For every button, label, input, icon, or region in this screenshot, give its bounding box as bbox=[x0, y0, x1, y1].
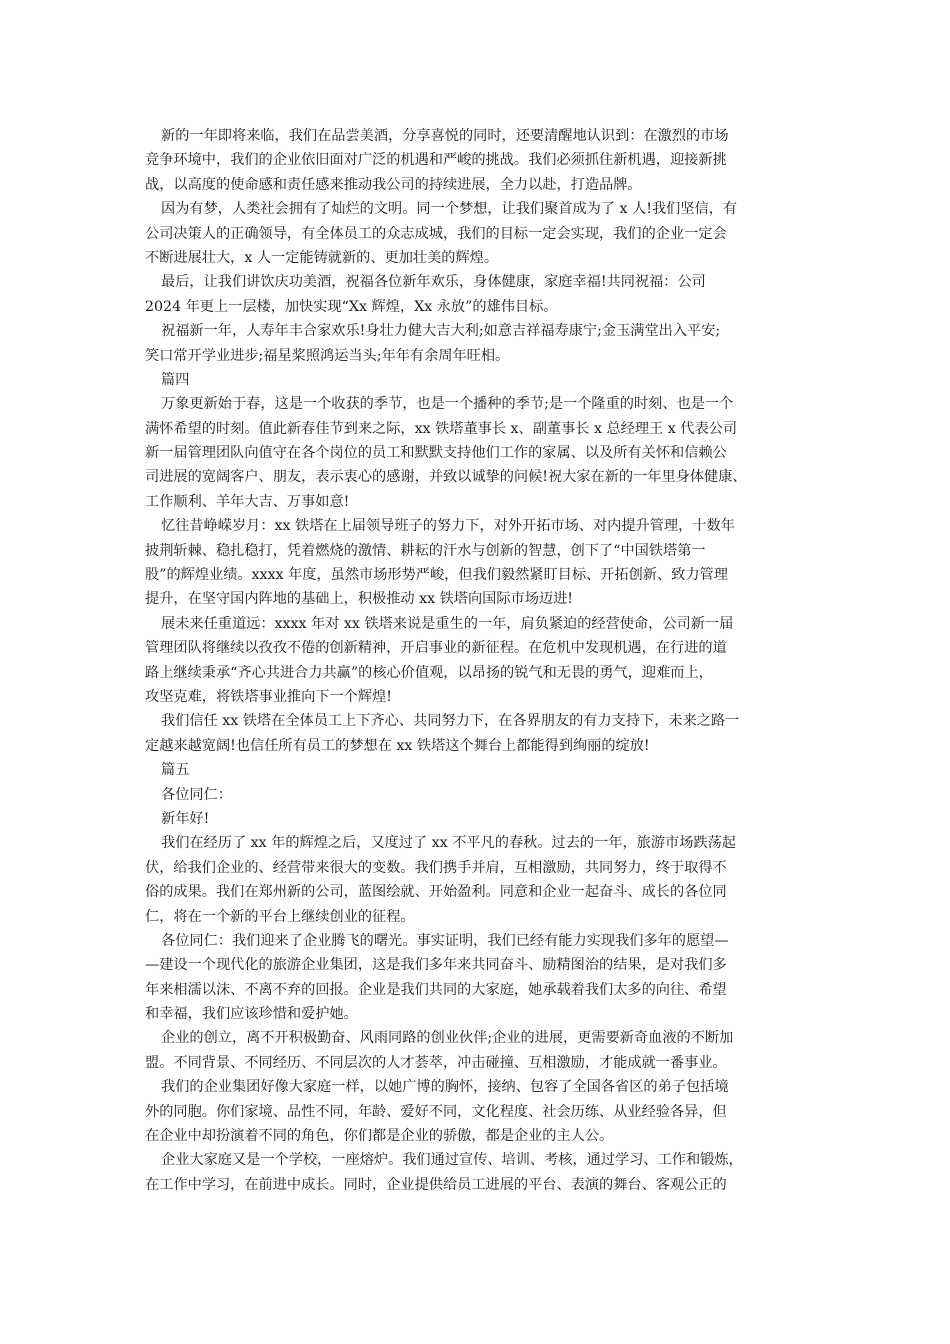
text-line: 篇四 bbox=[161, 371, 190, 388]
paragraph bbox=[145, 612, 825, 710]
text-line: 管理团队将继续以孜孜不倦的创新精神，开启事业的新征程。在危机中发现机遇，在行进的道 bbox=[145, 640, 727, 657]
text-line: 我们在经历了 xx 年的辉煌之后，又度过了 xx 不平凡的春秋。过去的一年，旅游市场跌荡起 bbox=[161, 835, 736, 852]
text-line: 战，以高度的使命感和责任感来推动我公司的持续进展，全力以赴，打造品牌。 bbox=[145, 176, 642, 193]
paragraph bbox=[145, 270, 825, 319]
text-line: 股”的辉煌业绩。xxxx 年度，虽然市场形势严峻，但我们毅然紧盯目标、开拓创新、致力管理 bbox=[145, 567, 728, 584]
text-line: 外的同胞。你们家境、品性不同，年龄、爱好不同，文化程度、社会历练、从业经验各异，但 bbox=[145, 1103, 727, 1120]
paragraph bbox=[145, 807, 825, 831]
text-line: 俗的成果。我们在郑州新的公司，蓝图绘就、开始盈利。同意和企业一起奋斗、成长的各位同 bbox=[145, 884, 727, 901]
text-line: —建设一个现代化的旅游企业集团，这是我们多年来共同奋斗、励精图治的结果，是对我们多 bbox=[145, 957, 727, 974]
text-line: 仁，将在一个新的平台上继续创业的征程。 bbox=[145, 908, 415, 925]
paragraph bbox=[145, 709, 825, 758]
text-line: 盟。不同背景、不同经历、不同层次的人才荟萃，冲击碰撞、互相激励，才能成就一番事业。 bbox=[145, 1054, 727, 1071]
text-line: 攻坚克难，将铁塔事业推向下一个辉煌! bbox=[145, 688, 392, 705]
paragraph bbox=[145, 831, 825, 929]
paragraph bbox=[145, 1148, 825, 1197]
text-line: 新年好! bbox=[161, 810, 210, 827]
text-line: 年来相濡以沫、不离不弃的回报。企业是我们共同的大家庭，她承载着我们太多的向往、希望 bbox=[145, 981, 727, 998]
paragraph bbox=[145, 758, 825, 782]
text-line: 路上继续秉承“齐心共进合力共赢”的核心价值观，以昂扬的锐气和无畏的勇气，迎难而上， bbox=[145, 664, 713, 681]
paragraph bbox=[145, 392, 825, 514]
paragraph bbox=[145, 1026, 825, 1075]
text-line: 司进展的宽阔客户、朋友，表示衷心的感谢，并致以诚挚的问候!祝大家在新的一年里身体健康、 bbox=[145, 469, 747, 486]
document-body bbox=[145, 124, 825, 1197]
paragraph bbox=[145, 514, 825, 612]
text-line: 在企业中却扮演着不同的角色，你们都是企业的骄傲，都是企业的主人公。 bbox=[145, 1128, 614, 1145]
paragraph bbox=[145, 124, 825, 197]
text-line: 企业大家庭又是一个学校，一座熔炉。我们通过宣传、培训、考核，通过学习、工作和锻炼， bbox=[161, 1152, 743, 1169]
text-line: 伏，给我们企业的、经营带来很大的变数。我们携手并肩，互相激励，共同努力，终于取得不 bbox=[145, 859, 727, 876]
text-line: 展未来任重道远：xxxx 年对 xx 铁塔来说是重生的一年，肩负紧迫的经营使命，公司新一届 bbox=[161, 615, 734, 632]
text-line: 和幸福，我们应该珍惜和爱护她。 bbox=[145, 1006, 358, 1023]
text-line: 新的一年即将来临，我们在品尝美酒，分享喜悦的同时，还要清醒地认识到：在激烈的市场 bbox=[161, 128, 729, 144]
paragraph bbox=[145, 368, 825, 392]
text-line: 因为有梦，人类社会拥有了灿烂的文明。同一个梦想，让我们聚首成为了 x 人!我们坚信，有 bbox=[161, 201, 738, 218]
text-line: 各位同仁：我们迎来了企业腾飞的曙光。事实证明，我们已经有能力实现我们多年的愿望— bbox=[161, 932, 729, 949]
text-line: 定越来越宽阔!也信任所有员工的梦想在 xx 铁塔这个舞台上都能得到绚丽的绽放! bbox=[145, 737, 650, 754]
text-line: 竞争环境中，我们的企业依旧面对广泛的机遇和严峻的挑战。我们必须抓住新机遇，迎接新挑 bbox=[145, 152, 727, 169]
text-line: 各位同仁： bbox=[161, 786, 232, 803]
text-line: 工作顺利、羊年大吉、万事如意! bbox=[145, 493, 350, 510]
paragraph bbox=[145, 783, 825, 807]
paragraph bbox=[145, 319, 825, 368]
text-line: 新一届管理团队向值守在各个岗位的员工和默默支持他们工作的家属、以及所有关怀和信赖公 bbox=[145, 445, 727, 462]
text-line: 篇五 bbox=[161, 762, 190, 779]
text-line: 不断进展壮大，x 人一定能铸就新的、更加壮美的辉煌。 bbox=[145, 249, 499, 266]
text-line: 我们信任 xx 铁塔在全体员工上下齐心、共同努力下，在各界朋友的有力支持下，未来之路一 bbox=[161, 713, 740, 730]
text-line: 满怀希望的时刻。值此新春佳节到来之际，xx 铁塔董事长 x、副董事长 x 总经理王 x 代表公司 bbox=[145, 420, 738, 437]
paragraph bbox=[145, 197, 825, 270]
text-line: 忆往昔峥嵘岁月：xx 铁塔在上届领导班子的努力下，对外开拓市场、对内提升管理，十数年 bbox=[161, 518, 735, 535]
text-line: 提升，在坚守国内阵地的基础上，积极推动 xx 铁塔向国际市场迈进! bbox=[145, 591, 573, 608]
text-line: 笑口常开学业进步;福星桨照鸿运当头;年年有余周年旺相。 bbox=[145, 347, 510, 364]
text-line: 我们的企业集团好像大家庭一样，以她广博的胸怀，接纳、包容了全国各省区的弟子包括境 bbox=[161, 1079, 729, 1096]
text-line: 在工作中学习，在前进中成长。同时，企业提供给员工进展的平台、表演的舞台、客观公正的 bbox=[145, 1176, 727, 1193]
text-line: 最后，让我们讲饮庆功美酒，祝福各位新年欢乐，身体健康，家庭幸福!共同祝福：公司 bbox=[161, 274, 706, 291]
paragraph bbox=[145, 929, 825, 1027]
text-line: 公司决策人的正确领导，有全体员工的众志成城，我们的目标一定会实现，我们的企业一定会 bbox=[145, 225, 727, 242]
paragraph bbox=[145, 1075, 825, 1148]
text-line: 2024 年更上一层楼，加快实现“Xx 辉煌，Xx 永放”的雄伟目标。 bbox=[145, 298, 558, 315]
text-line: 企业的创立，离不开积极勤奋、风雨同路的创业伙伴;企业的进展，更需要新奇血液的不断加 bbox=[161, 1030, 734, 1047]
text-line: 披荆斩棘、稳扎稳打，凭着燃烧的激情、耕耘的汗水与创新的智慧，创下了“中国铁塔第一 bbox=[145, 542, 706, 559]
text-line: 万象更新始于春，这是一个收获的季节，也是一个播种的季节;是一个隆重的时刻、也是一个 bbox=[161, 396, 734, 413]
text-line: 祝福新一年，人寿年丰合家欢乐!身壮力健大吉大利;如意吉祥福寿康宁;金玉满堂出入平安; bbox=[161, 323, 721, 340]
